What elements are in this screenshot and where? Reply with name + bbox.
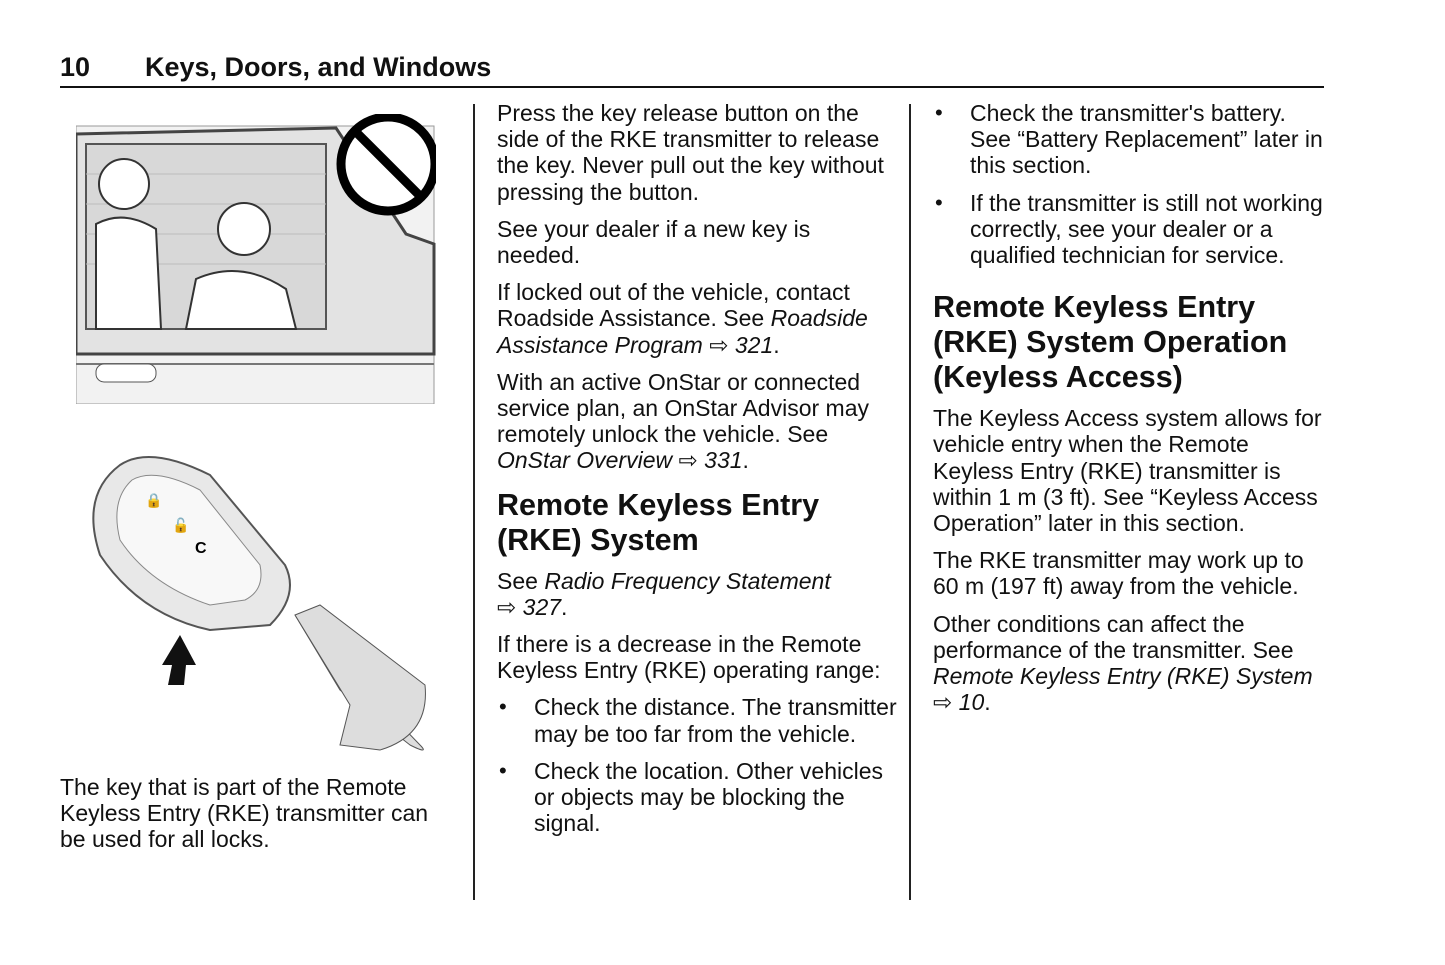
bullet-item: • Check the distance. The transmitter may be too far from the vehicle. [497,694,897,746]
text: . [561,593,568,620]
arrow-icon: ⇨ [709,331,729,358]
column-divider [909,104,911,900]
text: See [497,567,545,594]
key-caption: The key that is part of the Remote Keyless Entry (RKE) transmitter can be used for all locks. [60,774,429,853]
paragraph [933,611,1328,716]
text: If locked out of the vehicle, contact Roadside Assistance. See [497,279,850,332]
key-fob-illustration [80,445,440,760]
text: Other conditions can affect the performance of the transmitter. See [933,610,1294,663]
svg-text:🔓: 🔓 [172,517,190,533]
cross-reference-link[interactable]: Roadside Assistance Program [497,305,868,358]
svg-text:C: C [195,540,207,557]
cross-reference-link[interactable]: OnStar Overview [497,447,673,474]
svg-text:🔒: 🔒 [145,492,163,508]
column-divider [473,104,475,900]
paragraph [497,568,897,620]
arrow-icon: ⇨ [497,593,517,620]
header-rule [60,86,1324,88]
page-header [60,52,491,83]
column-1 [60,774,460,864]
bullet-item: • Check the location. Other vehicles or objects may be blocking the signal. [497,758,897,837]
page-ref[interactable]: 321 [734,331,774,358]
page-ref[interactable]: 331 [704,447,743,474]
arrow-icon: ⇨ [678,447,698,474]
paragraph: If there is a decrease in the Remote Keyless Entry (RKE) operating range: [497,631,881,684]
text: . [773,331,780,358]
paragraph: The Keyless Access system allows for vehicle entry when the Remote Keyless Entry (RKE) transmitter is within 1 m (3 ft). See “Keyless Access Operation” later in this section. [933,405,1322,537]
paragraph [497,369,897,474]
page-number: 10 [60,52,91,82]
children-in-car-illustration [76,114,436,404]
column-3 [933,100,1328,726]
page-ref[interactable]: 10 [958,689,985,716]
bullet-item: • If the transmitter is still not working correctly, see your dealer or a qualified technician for service. [933,190,1328,269]
section-title: Keys, Doors, and Windows [145,52,492,82]
text: . [742,447,749,474]
cross-reference-link[interactable]: Radio Frequency Statement [544,567,831,594]
cross-reference-link[interactable]: Remote Keyless Entry (RKE) System [933,663,1313,690]
column-2 [497,100,897,847]
arrow-icon: ⇨ [933,689,953,716]
text: . [984,689,991,716]
page-ref[interactable]: 327 [522,593,562,620]
paragraph: Press the key release button on the side of the RKE transmitter to release the key. Never pull out the key without pressing the button. [497,100,884,205]
text: With an active OnStar or connected service plan, an OnStar Advisor may remotely unlock the vehicle. See [497,368,869,448]
section-heading: Remote Keyless Entry (RKE) System [497,487,820,557]
paragraph [497,279,897,358]
section-heading: Remote Keyless Entry (RKE) System Operation (Keyless Access) [933,290,1288,395]
paragraph: See your dealer if a new key is needed. [497,215,811,269]
paragraph: The RKE transmitter may work up to 60 m (197 ft) away from the vehicle. [933,547,1304,600]
bullet-item: • Check the transmitter's battery. See “Battery Replacement” later in this section. [933,100,1328,179]
